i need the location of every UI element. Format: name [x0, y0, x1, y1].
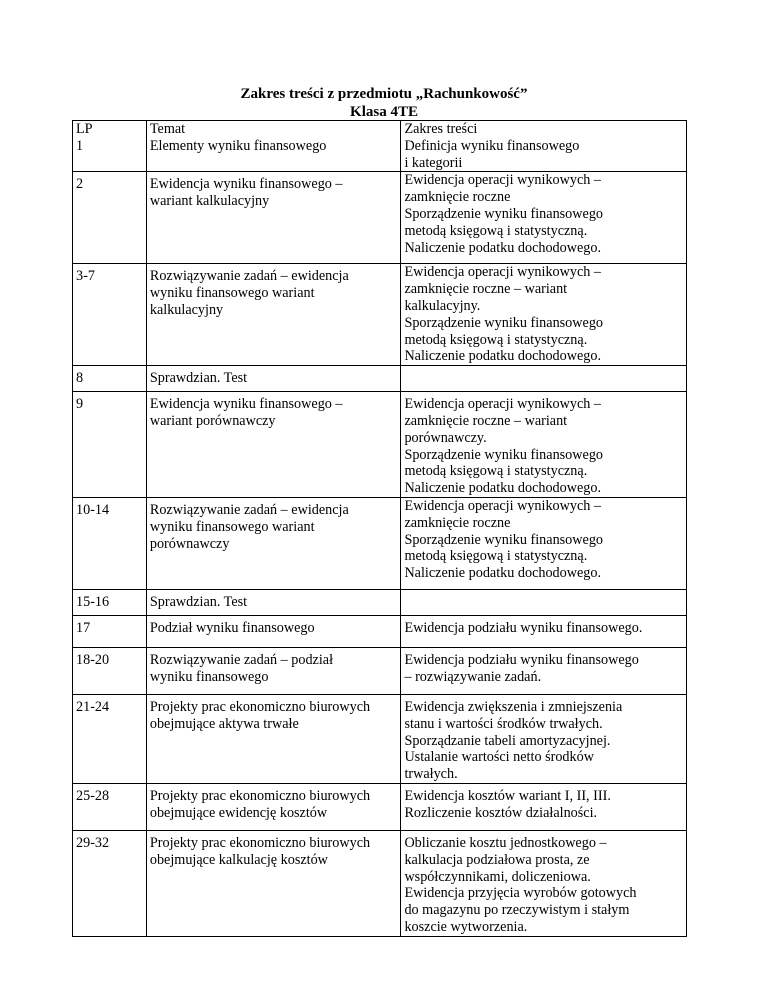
row-temat-line: Rozwiązywanie zadań – ewidencja [149, 268, 349, 285]
row-lp: 3-7 [76, 268, 95, 285]
row-zakres-line: Sporządzenie wyniku finansowego [404, 314, 604, 331]
cell-temat [146, 830, 401, 936]
header-zakres-label: Zakres treści [404, 121, 478, 137]
row-temat-line: obejmujące ewidencję kosztów [149, 804, 328, 821]
row-temat-line: wariant kalkulacyjny [149, 193, 270, 210]
cell-zakres [401, 694, 687, 783]
row-zakres-line: – rozwiązywanie zadań. [404, 668, 542, 685]
table-row [73, 694, 687, 783]
row-zakres-line: do magazynu po rzeczywistym i stałym [404, 902, 630, 919]
cell-lp [73, 264, 147, 366]
row-zakres-line: kalkulacyjny. [404, 297, 481, 314]
cell-temat [146, 783, 401, 830]
cell-zakres [401, 264, 687, 366]
row-zakres-line: Ustalanie wartości netto środków [404, 749, 594, 766]
row-zakres-line: Ewidencja operacji wynikowych – [404, 172, 602, 189]
table-row [73, 366, 687, 392]
cell-lp [73, 783, 147, 830]
header-zakres [401, 121, 687, 172]
row-lp: 21-24 [76, 698, 110, 715]
cell-temat [146, 615, 401, 647]
cell-lp [73, 497, 147, 589]
row-temat-line: porównawczy [149, 535, 230, 552]
table-row [73, 615, 687, 647]
row-lp: 18-20 [76, 651, 110, 668]
cell-zakres [401, 647, 687, 694]
row-temat-line: wariant porównawczy [149, 412, 276, 429]
table-row [73, 172, 687, 264]
row-zakres-line: Ewidencja kosztów wariant I, II, III. [404, 787, 611, 804]
row-zakres-line: kalkulacja podziałowa prosta, ze [404, 851, 590, 868]
row-zakres-line: Sporządzenie wyniku finansowego [404, 446, 604, 463]
row-zakres-line: Obliczanie kosztu jednostkowego – [404, 834, 607, 851]
header-temat-label: Temat [149, 121, 186, 137]
curriculum-table [72, 120, 687, 937]
cell-lp [73, 366, 147, 392]
row-lp: 25-28 [76, 787, 110, 804]
header-temat [146, 121, 401, 172]
cell-zakres [401, 172, 687, 264]
row-zakres-line: Naliczenie podatku dochodowego. [404, 480, 602, 497]
document-title: Zakres treści z przedmiotu „Rachunkowość” [240, 86, 528, 102]
row-lp: 10-14 [76, 501, 110, 518]
table-row [73, 264, 687, 366]
row-temat-line: Projekty prac ekonomiczno biurowych [149, 787, 371, 804]
row-zakres-line: metodą księgową i statystyczną. [404, 548, 588, 565]
cell-lp [73, 830, 147, 936]
row-temat-line: wyniku finansowego [149, 668, 269, 685]
row-temat-line: obejmujące aktywa trwałe [149, 715, 299, 732]
table-header-row [73, 121, 687, 172]
row-lp: 2 [76, 176, 84, 193]
row-zakres-line: Sporządzenie wyniku finansowego [404, 205, 604, 222]
row-zakres-line: Ewidencja operacji wynikowych – [404, 396, 602, 413]
row-zakres-line: zamknięcie roczne [404, 514, 511, 531]
row-zakres-line: Naliczenie podatku dochodowego. [404, 239, 602, 256]
cell-temat [146, 589, 401, 615]
table-row [73, 392, 687, 498]
row-temat-line: Elementy wyniku finansowego [149, 137, 327, 154]
row-zakres-line: trwałych. [404, 766, 458, 783]
cell-temat [146, 647, 401, 694]
cell-lp [73, 615, 147, 647]
row-zakres-line: koszcie wytworzenia. [404, 918, 528, 935]
row-lp: 15-16 [76, 593, 110, 610]
row-zakres-line: i kategorii [404, 154, 463, 171]
cell-temat [146, 366, 401, 392]
row-zakres-line: współczynnikami, doliczeniowa. [404, 868, 591, 885]
row-lp: 8 [76, 370, 84, 387]
cell-zakres [401, 615, 687, 647]
row-zakres-line: zamknięcie roczne [404, 189, 511, 206]
row-temat-line: Ewidencja wyniku finansowego – [149, 396, 343, 413]
row-temat-line: Projekty prac ekonomiczno biurowych [149, 698, 371, 715]
cell-zakres [401, 783, 687, 830]
row-temat-line: obejmujące kalkulację kosztów [149, 851, 328, 868]
row-lp: 9 [76, 396, 84, 413]
row-lp: 29-32 [76, 834, 110, 851]
cell-zakres [401, 497, 687, 589]
row-zakres-line: Sporządzenie wyniku finansowego [404, 531, 604, 548]
header-lp-label: LP [76, 121, 93, 137]
row-zakres-line: Ewidencja podziału wyniku finansowego [404, 651, 639, 668]
table-row [73, 497, 687, 589]
cell-temat [146, 264, 401, 366]
row-zakres-line: metodą księgową i statystyczną. [404, 463, 588, 480]
cell-lp [73, 647, 147, 694]
cell-lp [73, 392, 147, 498]
cell-temat [146, 497, 401, 589]
row-temat-line: Rozwiązywanie zadań – podział [149, 651, 334, 668]
cell-lp [73, 589, 147, 615]
cell-zakres [401, 366, 687, 392]
row-temat-line: kalkulacyjny [149, 301, 224, 318]
table-row [73, 589, 687, 615]
cell-lp [73, 694, 147, 783]
row-lp: 1 [76, 137, 84, 154]
row-temat-line: Podział wyniku finansowego [149, 619, 315, 636]
row-zakres-line: Rozliczenie kosztów działalności. [404, 804, 598, 821]
cell-zakres [401, 830, 687, 936]
cell-temat [146, 392, 401, 498]
cell-lp [73, 172, 147, 264]
cell-zakres [401, 392, 687, 498]
row-zakres-line: Ewidencja podziału wyniku finansowego. [404, 619, 643, 636]
table-row [73, 783, 687, 830]
header-lp [73, 121, 147, 172]
table-row [73, 647, 687, 694]
cell-temat [146, 172, 401, 264]
row-temat-line: wyniku finansowego wariant [149, 285, 315, 302]
row-zakres-line: Ewidencja operacji wynikowych – [404, 497, 602, 514]
row-temat-line: Rozwiązywanie zadań – ewidencja [149, 501, 349, 518]
row-zakres-line: Ewidencja zwiększenia i zmniejszenia [404, 698, 623, 715]
row-zakres-line: zamknięcie roczne – wariant [404, 281, 568, 298]
row-zakres-line: metodą księgową i statystyczną. [404, 331, 588, 348]
table-row [73, 830, 687, 936]
cell-temat [146, 694, 401, 783]
cell-zakres [401, 589, 687, 615]
row-temat-line: Sprawdzian. Test [149, 593, 248, 610]
row-temat-line: Projekty prac ekonomiczno biurowych [149, 834, 371, 851]
row-zakres-line: Naliczenie podatku dochodowego. [404, 348, 602, 365]
row-zakres-line: Ewidencja operacji wynikowych – [404, 264, 602, 281]
row-zakres-line: Ewidencja przyjęcia wyrobów gotowych [404, 885, 637, 902]
row-temat-line: Ewidencja wyniku finansowego – [149, 176, 343, 193]
document-subtitle: Klasa 4TE [350, 104, 418, 120]
row-zakres-line: Sporządzanie tabeli amortyzacyjnej. [404, 732, 611, 749]
row-zakres-line: Definicja wyniku finansowego [404, 137, 580, 154]
row-zakres-line: zamknięcie roczne – wariant [404, 412, 568, 429]
row-lp: 17 [76, 619, 91, 636]
row-zakres-line: porównawczy. [404, 429, 487, 446]
row-zakres-line: stanu i wartości środków trwałych. [404, 715, 603, 732]
row-temat-line: Sprawdzian. Test [149, 370, 248, 387]
row-temat-line: wyniku finansowego wariant [149, 518, 315, 535]
row-zakres-line: Naliczenie podatku dochodowego. [404, 565, 602, 582]
row-zakres-line: metodą księgową i statystyczną. [404, 222, 588, 239]
